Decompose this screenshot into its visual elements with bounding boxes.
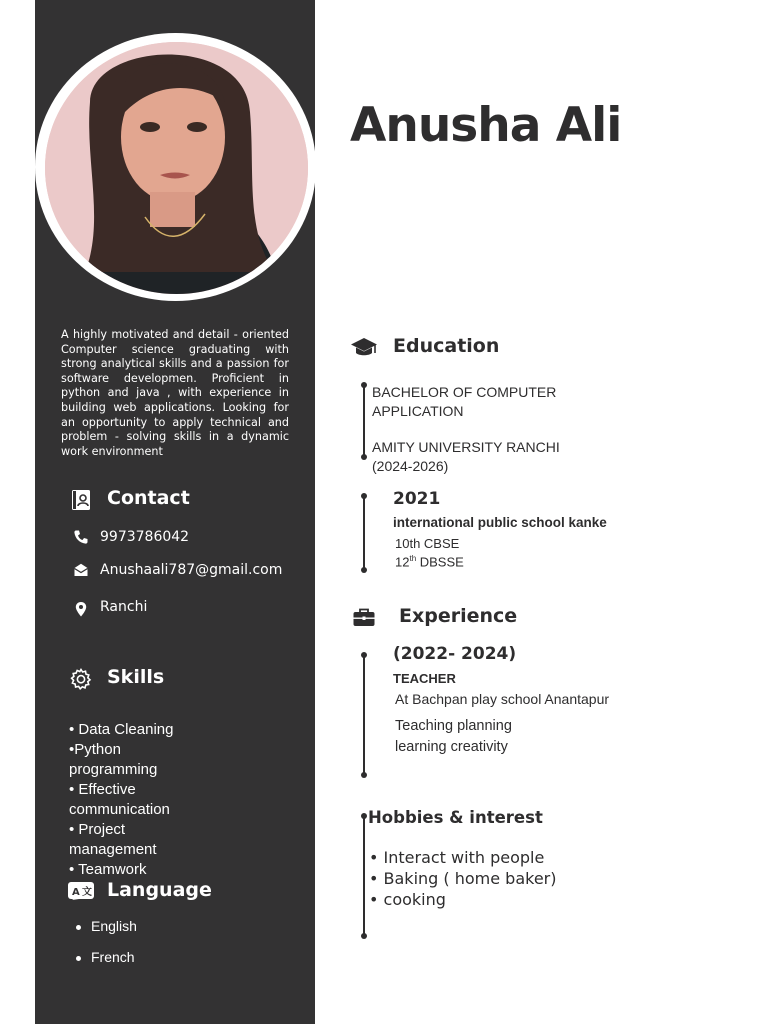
contact-phone[interactable] [73, 529, 189, 545]
experience-heading: Experience [399, 605, 518, 627]
skill-line: • Data Cleaning [69, 721, 174, 738]
skill-line: communication [69, 801, 170, 818]
timeline-line [363, 655, 365, 775]
skill-line: • Effective [69, 781, 136, 798]
contact-heading: Contact [107, 487, 190, 509]
phone-number: 9973786042 [100, 529, 190, 545]
bullet-dot [76, 925, 81, 930]
contact-email[interactable] [73, 562, 282, 578]
language-name: French [91, 949, 135, 965]
svg-text:文: 文 [82, 887, 92, 898]
skill-line: programming [69, 761, 158, 778]
language-item [76, 949, 135, 965]
timeline-line [363, 496, 365, 570]
school-name: international public school kanke [393, 515, 607, 530]
language-name: English [91, 918, 137, 934]
location-pin-icon [73, 601, 89, 617]
envelope-icon [73, 562, 89, 578]
school-year: 2021 [393, 489, 441, 509]
class-12-board [395, 554, 464, 569]
degree-years: (2024-2026) [372, 458, 449, 474]
profile-summary: A highly motivated and detail - oriented Computer science graduating with strong analytical skills and a passion for software developmen. Proficient in python and java , with experience in building web applications. Looking for an opportunity to apply technical and problem - solving skills in a dynamic work environment [61, 328, 289, 458]
contact-location [73, 599, 147, 617]
bullet-dot [76, 956, 81, 961]
hobbies-heading: Hobbies & interest [368, 808, 543, 827]
timeline-line [363, 816, 365, 936]
hobby-item: • Baking ( home baker) [369, 869, 557, 888]
ordinal-suffix: th [409, 554, 417, 563]
svg-text:A: A [72, 887, 80, 898]
briefcase-icon [352, 607, 376, 629]
hobby-item: • cooking [369, 890, 446, 909]
job-place: At Bachpan play school Anantapur [395, 691, 610, 707]
class-10-board: 10th CBSE [395, 536, 460, 551]
degree-title-line2: APPLICATION [372, 403, 464, 419]
education-heading: Education [393, 335, 500, 357]
class-12-number: 12 [395, 554, 410, 570]
phone-icon [73, 529, 89, 545]
avatar [45, 42, 308, 294]
gear-icon [69, 667, 93, 691]
candidate-name: Anusha Ali [350, 98, 622, 153]
class-12-board-name: DBSSE [416, 554, 464, 570]
skill-line: •Python [69, 741, 121, 758]
job-detail: learning creativity [395, 739, 508, 755]
avatar-photo [45, 42, 308, 294]
hobby-item: • Interact with people [369, 848, 545, 867]
email-address: Anushaali787@gmail.com [100, 562, 283, 578]
location-text: Ranchi [100, 599, 148, 615]
skill-line: • Project [69, 821, 126, 838]
language-heading: Language [107, 879, 212, 901]
job-title: TEACHER [393, 671, 456, 686]
skill-line: • Teamwork [69, 861, 147, 878]
timeline-line [363, 385, 365, 457]
language-item [76, 918, 137, 934]
university-name: AMITY UNIVERSITY RANCHI [372, 439, 560, 455]
contact-book-icon [69, 488, 93, 512]
degree-title-line1: BACHELOR OF COMPUTER [372, 384, 557, 400]
experience-period: (2022- 2024) [393, 644, 517, 664]
job-detail: Teaching planning [395, 718, 512, 734]
skills-list [69, 720, 269, 880]
graduation-cap-icon [350, 336, 378, 360]
skill-line: management [69, 841, 157, 858]
translate-icon [67, 880, 95, 902]
skills-heading: Skills [107, 666, 165, 688]
